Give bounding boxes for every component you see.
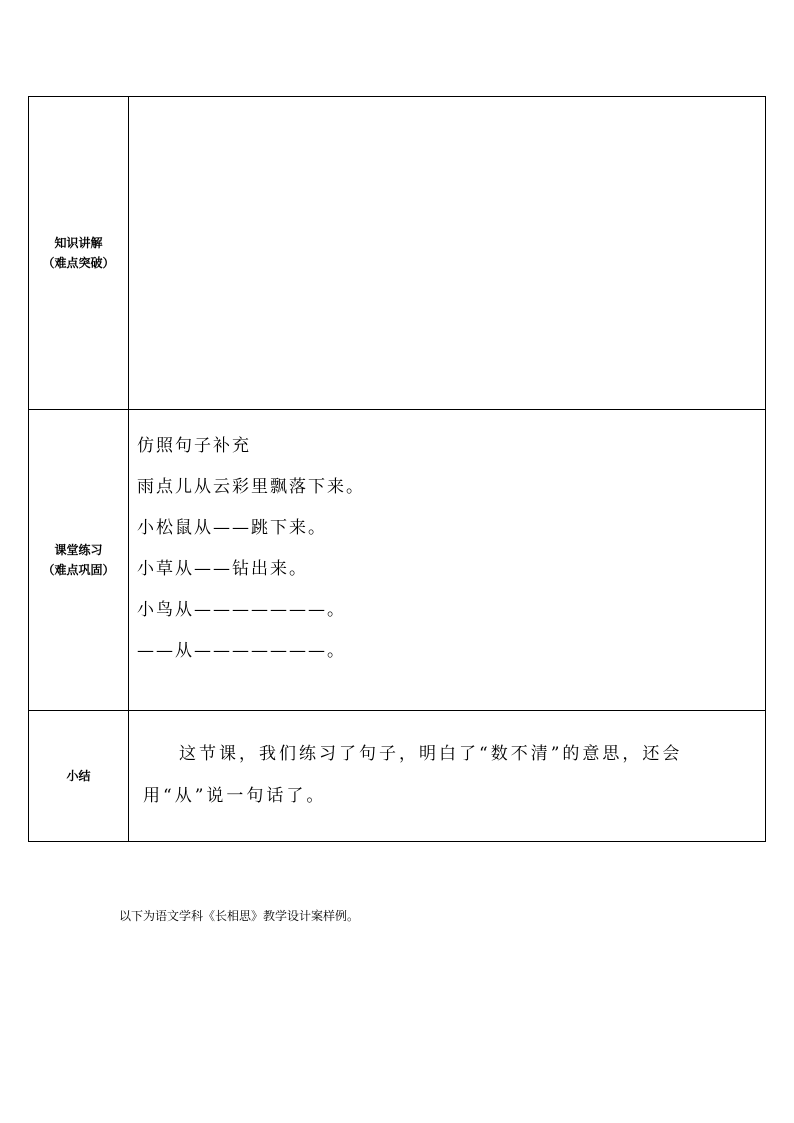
summary-content-cell <box>129 711 766 842</box>
practice-instruction: 仿照句子补充 <box>137 436 251 456</box>
practice-exercise-1: 小松鼠从——跳下来。 <box>137 518 327 538</box>
knowledge-sublabel: （难点突破） <box>42 256 115 270</box>
practice-content-cell <box>129 410 766 711</box>
summary-text: 这节课，我们练习了句子，明白了“数不清”的意思，还会用“从”说一句话了。 <box>143 744 683 806</box>
knowledge-label-cell <box>29 97 129 410</box>
knowledge-row <box>29 97 766 410</box>
summary-label: 小结 <box>66 769 91 783</box>
practice-exercise-3: 小鸟从———————。 <box>137 600 346 620</box>
practice-example-sentence: 雨点儿从云彩里飘落下来。 <box>137 477 365 497</box>
practice-exercise-4: ——从———————。 <box>137 641 346 661</box>
summary-label-cell <box>29 711 129 842</box>
knowledge-content-cell <box>129 97 766 410</box>
footer-note: 以下为语文学科《长相思》教学设计案样例。 <box>119 909 360 923</box>
summary-row <box>29 711 766 842</box>
practice-label-cell <box>29 410 129 711</box>
practice-content <box>129 410 765 680</box>
practice-sublabel: （难点巩固） <box>42 563 115 577</box>
practice-label: 课堂练习 <box>54 543 103 557</box>
knowledge-label: 知识讲解 <box>54 236 103 250</box>
practice-row <box>29 410 766 711</box>
practice-exercise-2: 小草从——钻出来。 <box>137 559 308 579</box>
lesson-plan-table <box>28 96 766 842</box>
